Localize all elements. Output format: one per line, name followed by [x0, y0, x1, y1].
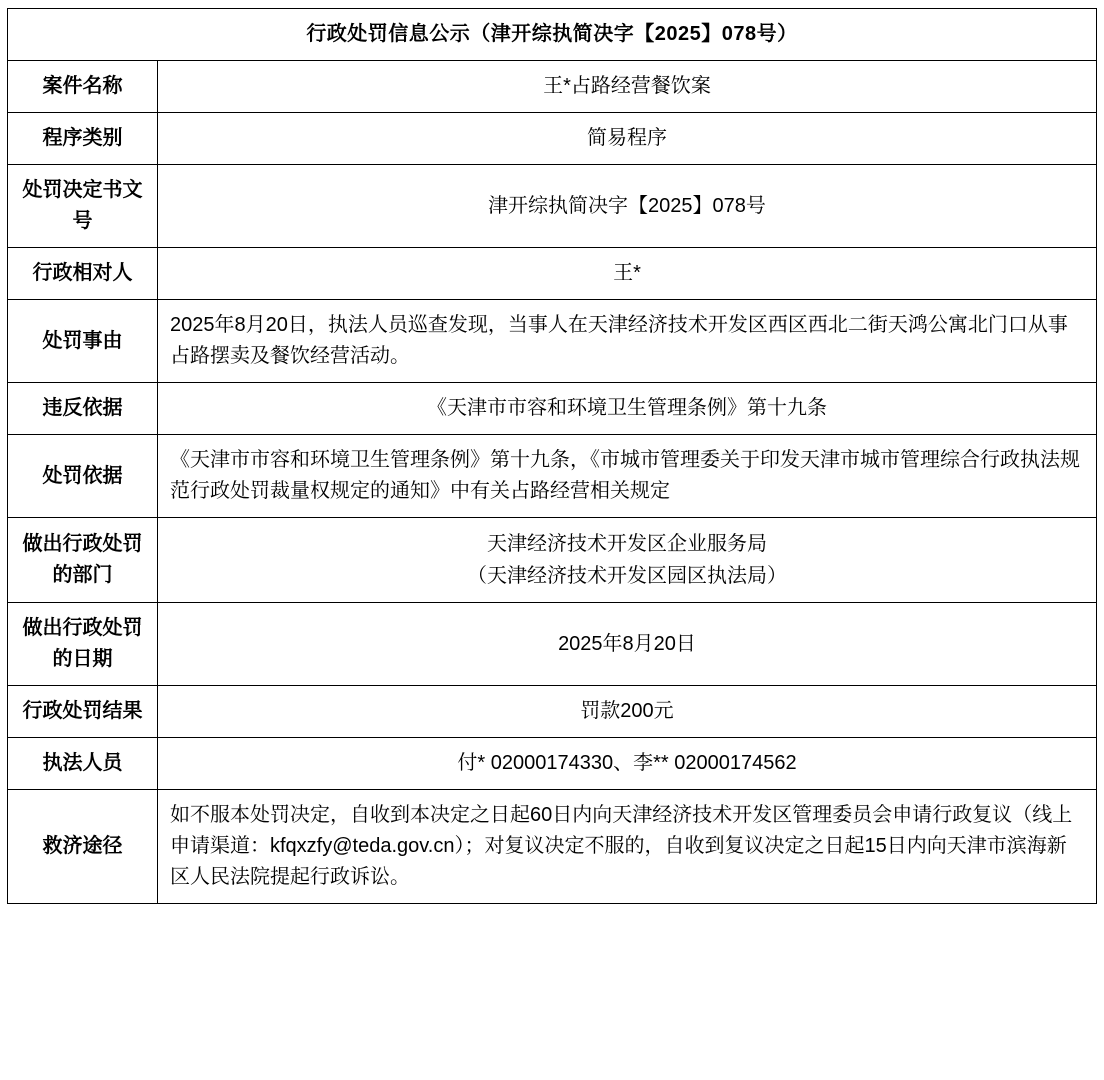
penalty-info-table — [7, 8, 1097, 904]
row-label-enforcement-officers: 执法人员 — [8, 738, 158, 790]
row-value-counterpart: 王* — [158, 248, 1097, 300]
table-row — [8, 61, 1097, 113]
row-value-reason: 2025年8月20日，执法人员巡查发现，当事人在天津经济技术开发区西区西北二街天鸿公寓北门口从事占路摆卖及餐饮经营活动。 — [158, 300, 1097, 383]
row-value-case-name: 王*占路经营餐饮案 — [158, 61, 1097, 113]
row-value-procedure-type: 简易程序 — [158, 113, 1097, 165]
row-label-penalty-basis: 处罚依据 — [8, 435, 158, 518]
table-row — [8, 790, 1097, 904]
row-label-remedy-channel: 救济途径 — [8, 790, 158, 904]
table-row — [8, 738, 1097, 790]
issuing-department-line1: 天津经济技术开发区企业服务局 — [487, 533, 767, 555]
row-value-remedy-channel: 如不服本处罚决定，自收到本决定之日起60日内向天津经济技术开发区管理委员会申请行政复议（线上申请渠道：kfqxzfy@teda.gov.cn）；对复议决定不服的，自收到复议决定之日起15日内向天津市滨海新区人民法院提起行政诉讼。 — [158, 790, 1097, 904]
row-label-violation-basis: 违反依据 — [8, 383, 158, 435]
table-row — [8, 435, 1097, 518]
table-row — [8, 686, 1097, 738]
row-label-penalty-result: 行政处罚结果 — [8, 686, 158, 738]
row-label-decision-doc-number: 处罚决定书文号 — [8, 165, 158, 248]
table-row-title — [8, 9, 1097, 61]
penalty-document — [7, 0, 1097, 904]
table-row — [8, 383, 1097, 435]
table-row — [8, 603, 1097, 686]
row-value-enforcement-officers: 付* 02000174330、李** 02000174562 — [158, 738, 1097, 790]
row-value-penalty-basis: 《天津市市容和环境卫生管理条例》第十九条，《市城市管理委关于印发天津市城市管理综合行政执法规范行政处罚裁量权规定的通知》中有关占路经营相关规定 — [158, 435, 1097, 518]
row-label-counterpart: 行政相对人 — [8, 248, 158, 300]
row-label-procedure-type: 程序类别 — [8, 113, 158, 165]
table-row — [8, 518, 1097, 603]
row-label-issuing-department: 做出行政处罚的部门 — [8, 518, 158, 603]
issuing-department-line2: （天津经济技术开发区园区执法局） — [467, 565, 787, 587]
table-row — [8, 300, 1097, 383]
row-label-reason: 处罚事由 — [8, 300, 158, 383]
table-row — [8, 113, 1097, 165]
row-label-decision-date: 做出行政处罚的日期 — [8, 603, 158, 686]
document-title: 行政处罚信息公示（津开综执简决字【2025】078号） — [8, 9, 1097, 61]
row-label-case-name: 案件名称 — [8, 61, 158, 113]
row-value-issuing-department — [158, 518, 1097, 603]
table-row — [8, 248, 1097, 300]
row-value-decision-date: 2025年8月20日 — [158, 603, 1097, 686]
row-value-penalty-result: 罚款200元 — [158, 686, 1097, 738]
row-value-decision-doc-number: 津开综执简决字【2025】078号 — [158, 165, 1097, 248]
row-value-violation-basis: 《天津市市容和环境卫生管理条例》第十九条 — [158, 383, 1097, 435]
table-row — [8, 165, 1097, 248]
